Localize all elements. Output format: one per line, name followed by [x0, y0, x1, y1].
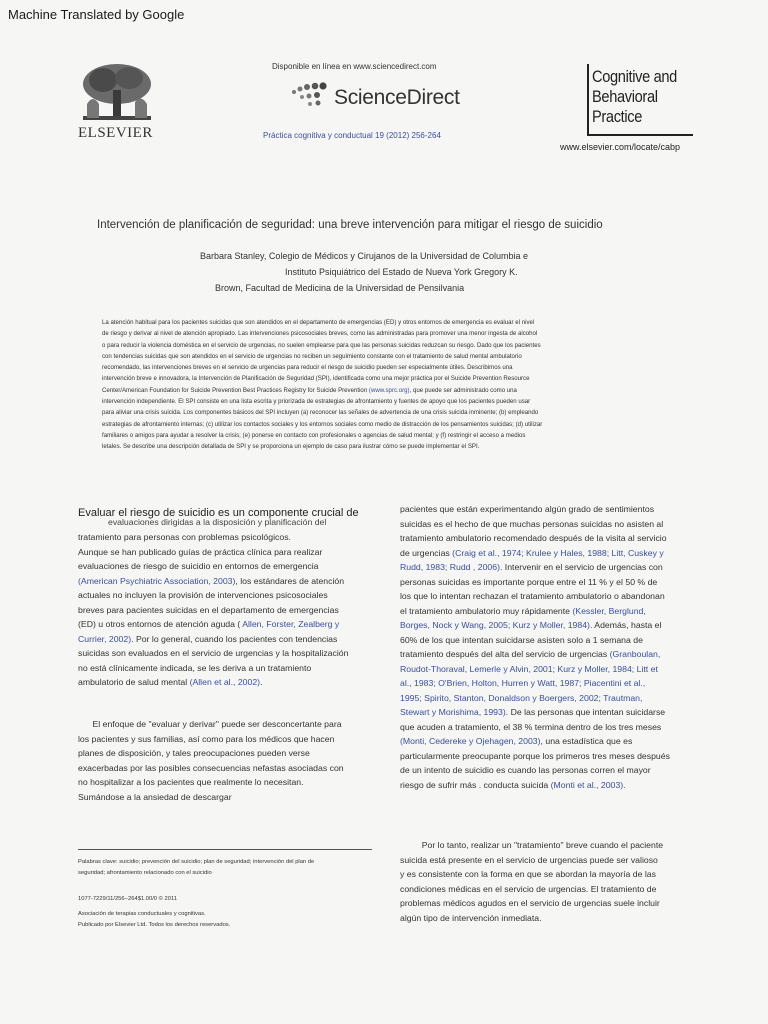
abstract-line: de riesgo y derivar al nivel de atención apropiado. Las intervenciones psicosociales breves, como las administradas para promover una menor ingesta de alcohol	[102, 330, 538, 338]
body-text-line	[78, 559, 378, 574]
keywords-footnote	[78, 857, 314, 879]
body-text: de urgencias	[400, 547, 453, 558]
body-text: ambulatorio de salud mental	[78, 677, 190, 687]
citation-link[interactable]: Rudd, 1983; Rudd , 2006)	[400, 562, 500, 572]
body-text-line	[400, 647, 700, 662]
journal-url[interactable]: www.elsevier.com/locate/cabp	[560, 142, 681, 152]
abstract-line: para aliviar una crisis suicida. Los componentes básicos del SPI incluyen (a) reconocer las señales de advertencia de una crisis suicida inminente; (b) empleando	[102, 409, 539, 417]
journal-name-line: Cognitive and	[592, 67, 677, 86]
body-text-line	[78, 545, 378, 560]
footnote-line: Asociación de terapias conductuales y cognitivas.	[78, 911, 206, 917]
citation-link[interactable]: Borges, Nock y Wang, 2005; Kurz y Moller, 1984)	[400, 620, 590, 630]
body-text: de un intento de suicidio es cuando las personas corren el mayor	[400, 765, 651, 775]
body-text-line: condiciones médicas en el servicio de urgencias. El tratamiento de	[400, 883, 657, 894]
body-text-line	[400, 633, 700, 648]
body-text: actuales no incluyen la provisión de intervenciones psicosociales	[78, 590, 328, 600]
right-column-paragraph-1	[400, 502, 700, 792]
section-heading-overlay: Evaluar el riesgo de suicidio es un componente crucial de	[78, 507, 359, 519]
journal-name-line: Behavioral	[592, 87, 658, 106]
citation-link[interactable]: Stewart y Morishima, 1993)	[400, 707, 506, 717]
body-text-line	[78, 646, 378, 661]
body-text: evaluaciones de riesgo de suicidio en entornos de emergencia	[78, 561, 319, 571]
body-text-line	[78, 661, 378, 676]
citation-link[interactable]: (Craig et al., 1974; Krulee y Hales, 1988; Litt, Cuskey y	[452, 547, 664, 558]
copyright-footnote	[78, 909, 230, 931]
journal-reference[interactable]: Práctica cognitiva y conductual 19 (2012) 256-264	[263, 131, 441, 140]
left-column-paragraph-2	[78, 717, 344, 804]
body-text-line	[400, 763, 700, 778]
body-text: , una estadística que es	[540, 736, 633, 746]
body-text: riesgo de sufrir más . conducta suicida	[400, 779, 551, 790]
abstract-text: , que puede ser administrado como una	[409, 386, 517, 394]
body-text: .	[623, 779, 626, 790]
abstract-line: intervención breve e innovadora, la Intervención de Planificación de Seguridad (SPI), identificada como una mejor práctica por el Suicide Prevention Resource	[102, 375, 530, 383]
body-text-line	[400, 749, 700, 764]
abstract-line: con tendencias suicidas que son atendidos en el servicio de urgencias no reciben un seguimiento constante con el tratamiento de salud mental ambulatorio	[102, 352, 522, 360]
body-text: los que lo intentan rechazan el tratamiento ambulatorio o abandonan	[400, 591, 665, 601]
body-text: .	[260, 677, 263, 687]
body-text-line	[78, 632, 378, 647]
body-text-line	[400, 662, 700, 677]
body-text-line	[400, 560, 700, 575]
left-column-paragraph-1	[78, 530, 378, 690]
body-text: . De las personas que intentan suicidarse	[505, 707, 666, 717]
body-text-line	[78, 574, 378, 589]
body-text: tratamiento para personas con problemas psicológicos.	[78, 532, 291, 542]
body-text-line: Por lo tanto, realizar un "tratamiento" breve cuando el paciente	[400, 840, 664, 850]
abstract-line: o para reducir la violencia doméstica en el servicio de urgencias, no suelen emplearse para que las personas suicidas reduzcan su riesgo. Dado que los pacientes	[102, 341, 541, 349]
body-text-line: exacerbadas por las posibles consecuencias nefastas asociadas con	[78, 762, 344, 773]
body-text-line	[400, 502, 700, 517]
body-text: suicidas es el hecho de que muchas personas suicidas no asisten al	[400, 518, 664, 529]
author-line: Barbara Stanley, Colegio de Médicos y Cirujanos de la Universidad de Columbia e	[200, 251, 529, 261]
body-text: tratamiento ambulatorio recomendado después de la visita al servicio	[400, 533, 667, 543]
body-text-line	[400, 705, 700, 720]
body-text-line	[400, 589, 700, 604]
body-text: breves para pacientes suicidas en el departamento de emergencias	[78, 604, 339, 615]
body-text: suicidas son evaluados en el servicio de urgencias y la hospitalización	[78, 648, 349, 658]
body-text-line: suicida está presente en el servicio de urgencias puede ser valioso	[400, 854, 658, 865]
body-text-line: y es consistente con la forma en que se abordan la mayoría de las	[400, 869, 656, 879]
sciencedirect-dots-icon	[288, 80, 330, 110]
article-title: Intervención de planificación de seguridad: una breve intervención para mitigar el riesgo de suicidio	[97, 219, 603, 231]
footnote-line: Palabras clave: suicidio; prevención del suicidio; plan de seguridad; intervención del plan de	[78, 859, 315, 865]
body-text-line	[400, 604, 700, 619]
body-text: particularmente preocupante porque los primeros tres meses después	[400, 750, 670, 761]
publisher-name: ELSEVIER	[78, 125, 153, 141]
body-text: pacientes que están experimentando algún grado de sentimientos	[400, 504, 655, 514]
journal-name-line: Practice	[592, 107, 643, 126]
abstract-text: Center/American Foundation for Suicide Prevention Best Practices Registry for Suicide Prevention	[102, 386, 368, 394]
body-text-line: no hospitalizar a los pacientes que realmente lo necesitan.	[78, 777, 304, 787]
body-text-line	[400, 676, 700, 691]
journal-logo	[587, 64, 693, 136]
abstract-line: recomendado, las intervenciones breves en el servicio de urgencias para reducir el riesgo de suicidio pueden ser especialmente útiles. Describimos una	[102, 364, 513, 372]
body-text: (ED) u otros entornos de atención aguda (	[78, 619, 241, 629]
footnote-line: 1077-7229/11/256−264$1.00/0 © 2011	[78, 896, 177, 902]
abstract-line: estrategias de afrontamiento internas; (c) utilizar los contactos sociales y los entornos sociales como medio de distracción de los pensamientos suicidas; (d) utilizar	[102, 420, 543, 428]
body-text-line	[78, 675, 378, 690]
body-text-line	[78, 588, 378, 603]
abstract	[102, 317, 682, 453]
citation-link[interactable]: (Monti, Cedereke y Ojehagen, 2003)	[400, 736, 541, 746]
body-text-line	[400, 531, 700, 546]
body-text-line: problemas médicos agudos en el servicio de urgencias suele incluir	[400, 898, 660, 908]
citation-link[interactable]: (Allen et al., 2002)	[189, 677, 261, 687]
footnote-divider	[78, 849, 372, 850]
citation-link[interactable]: Allen, Forster, Zealberg y	[240, 619, 340, 629]
sprc-link[interactable]: (www.sprc.org)	[368, 386, 410, 394]
issn-line	[78, 894, 177, 905]
citation-link[interactable]: Roudot-Thoraval, Lemerle y Alvin, 2001; Kurz y Moller, 1984; Litt et	[400, 663, 658, 674]
body-text: que acuden a tratamiento, el 38 % termina dentro de los tres meses	[400, 721, 662, 732]
body-text-line	[78, 617, 378, 632]
citation-link[interactable]: (American Psychiatric Association, 2003)	[78, 575, 236, 586]
body-text-line	[78, 603, 378, 618]
abstract-line: La atención habitual para los pacientes suicidas que son atendidos en el departamento de emergencias (ED) y otros entornos de emergencia es evaluar el nivel	[102, 319, 535, 326]
footnote-line: seguridad; afrontamiento relacionado con el suicidio	[78, 870, 212, 876]
citation-link[interactable]: (Kessler, Berglund,	[572, 605, 646, 616]
body-text-line: Sumándose a la ansiedad de descargar	[78, 791, 232, 802]
citation-link[interactable]: 1995; Spirito, Stanton, Donaldson y Boergers, 2002; Trautman,	[400, 692, 643, 703]
body-text-line: evaluaciones dirigidas a la disposición y planificación del	[108, 517, 327, 527]
body-text: . Intervenir en el servicio de urgencias con	[499, 562, 663, 572]
body-text-line	[400, 546, 700, 561]
body-text-line	[78, 530, 378, 545]
body-text: no está clínicamente indicada, se les deriva a un tratamiento	[78, 662, 312, 673]
body-text-line	[400, 517, 700, 532]
citation-link[interactable]: (Monti et al., 2003)	[550, 779, 624, 790]
elsevier-tree-logo	[73, 60, 159, 126]
author-line: Instituto Psiquiátrico del Estado de Nueva York Gregory K.	[285, 267, 518, 277]
abstract-line: familiares o amigos para ayudar a resolver la crisis; (e) ponerse en contacto con profesionales o agencias de salud mental; y (f) restringir el acceso a medios	[102, 431, 526, 439]
right-column-paragraph-2	[400, 838, 663, 925]
body-text-line: El enfoque de "evaluar y derivar" puede ser desconcertante para	[78, 719, 342, 729]
body-text-line	[400, 618, 700, 633]
available-online: Disponible en línea en www.sciencedirect.com	[272, 62, 437, 71]
body-text: tratamiento después del alta del servicio de urgencias	[400, 649, 610, 659]
author-line: Brown, Facultad de Medicina de la Universidad de Pensilvania	[215, 283, 465, 293]
body-text: . Además, hasta el	[589, 620, 662, 630]
body-text-line	[400, 575, 700, 590]
citation-link[interactable]: al., 1983; O'Brien, Holton, Hurren y Watt, 1987; Piacentini et al.,	[400, 678, 646, 688]
translation-banner: Machine Translated by Google	[8, 7, 185, 22]
body-text-line	[400, 691, 700, 706]
body-text-line: planes de disposición, y tales preocupaciones pueden verse	[78, 748, 310, 758]
abstract-line: letales. Se describe una descripción detallada de SPI y se proporciona un ejemplo de caso para ilustrar cómo se puede implementar el SPI.	[102, 443, 480, 451]
footnote-line: Publicado por Elsevier Ltd. Todos los derechos reservados.	[78, 922, 231, 928]
abstract-line: intervención independiente. El SPI consiste en una lista escrita y priorizada de estrategias de afrontamiento y fuentes de apoyo que los pacientes pueden usar	[102, 398, 531, 406]
citation-link[interactable]: (Granboulan,	[609, 649, 661, 659]
body-text: Aunque se han publicado guías de práctica clínica para realizar	[78, 546, 323, 557]
body-text-line: algún tipo de intervención inmediata.	[400, 912, 542, 923]
sciencedirect-logo-text: ScienceDirect	[334, 86, 460, 109]
body-text-line: los pacientes y sus familias, así como para los médicos que hacen	[78, 733, 335, 744]
body-text: 60% de los que intentan suicidarse asisten solo a 1 semana de	[400, 634, 643, 645]
abstract-line	[102, 385, 682, 396]
citation-link[interactable]: Currier, 2002)	[78, 633, 132, 644]
body-text-line	[400, 778, 700, 793]
body-text-line	[400, 720, 700, 735]
body-text: . Por lo general, cuando los pacientes con tendencias	[131, 633, 338, 644]
body-text-line	[400, 734, 700, 749]
body-text: , los estándares de atención	[235, 575, 345, 586]
body-text: personas suicidas es importante porque entre el 11 % y el 50 % de	[400, 576, 658, 587]
body-text: el tratamiento ambulatorio muy rápidamente	[400, 605, 573, 616]
